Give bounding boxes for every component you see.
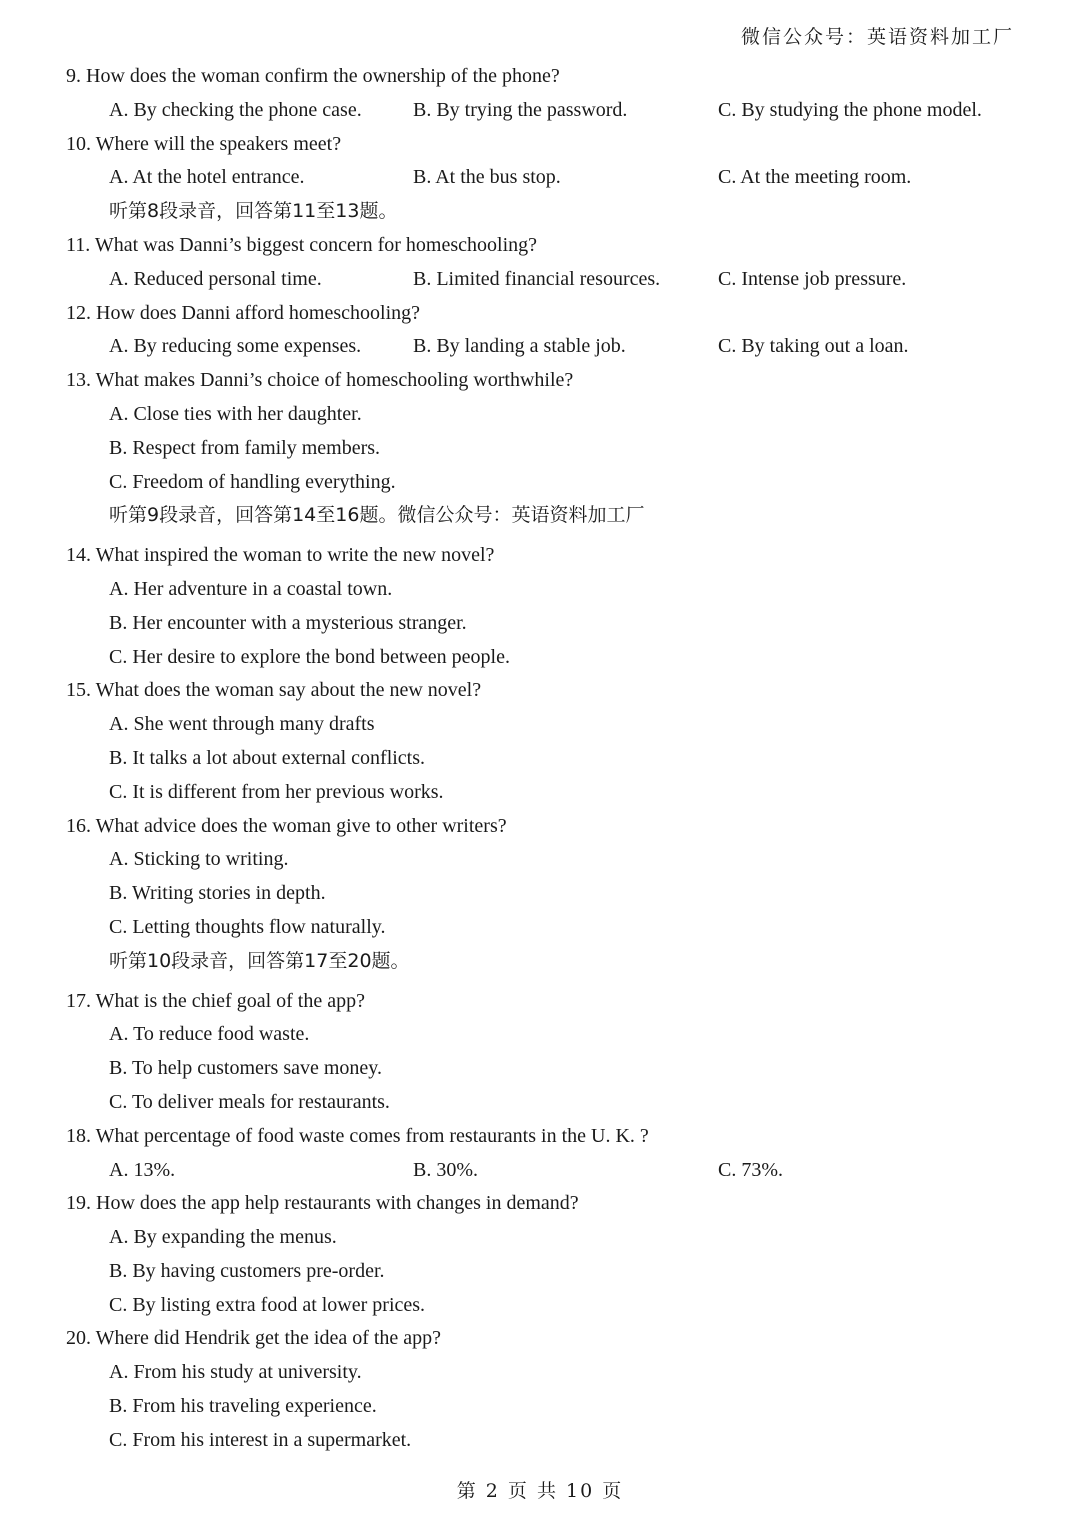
question-15-stem: 15. What does the woman say about the new novel?	[66, 679, 482, 702]
question-14-option-b: B. Her encounter with a mysterious stranger.	[109, 611, 467, 634]
option-c: C. At the meeting room.	[718, 166, 912, 189]
page-number-footer: 第 2 页 共 10 页	[456, 1480, 624, 1502]
option-a: A. By reducing some expenses.	[109, 335, 362, 358]
page-header-watermark: 微信公众号：英语资料加工厂	[740, 26, 1014, 48]
option-a: A. At the hotel entrance.	[109, 166, 305, 189]
question-16-option-c: C. Letting thoughts flow naturally.	[109, 915, 386, 938]
option-b: B. At the bus stop.	[413, 166, 561, 189]
option-b: B. 30%.	[413, 1158, 478, 1181]
question-20-option-b: B. From his traveling experience.	[109, 1395, 377, 1418]
question-13-option-c: C. Freedom of handling everything.	[109, 470, 396, 493]
question-12-options	[66, 330, 1026, 364]
section-10-instruction: 听第10段录音，回答第17至20题。	[109, 949, 410, 972]
section-9-instruction: 听第9段录音，回答第14至16题。微信公众号：英语资料加工厂	[109, 504, 645, 527]
question-13-option-b: B. Respect from family members.	[109, 436, 381, 459]
question-19-option-c: C. By listing extra food at lower prices.	[109, 1293, 426, 1316]
question-16-stem: 16. What advice does the woman give to other writers?	[66, 814, 507, 837]
question-11-options	[66, 263, 1026, 297]
question-17-option-c: C. To deliver meals for restaurants.	[109, 1090, 390, 1113]
question-17-stem: 17. What is the chief goal of the app?	[66, 989, 365, 1012]
question-18-stem: 18. What percentage of food waste comes from restaurants in the U. K. ?	[66, 1124, 649, 1147]
question-16-option-a: A. Sticking to writing.	[109, 848, 289, 871]
question-17-option-a: A. To reduce food waste.	[109, 1023, 310, 1046]
question-10-options	[66, 161, 1026, 195]
section-8-instruction: 听第8段录音，回答第11至13题。	[109, 200, 398, 223]
question-18-options	[66, 1154, 1026, 1188]
option-b: B. By landing a stable job.	[413, 335, 626, 358]
option-c: C. By taking out a loan.	[718, 335, 909, 358]
question-14-option-a: A. Her adventure in a coastal town.	[109, 577, 393, 600]
option-b: B. Limited financial resources.	[413, 267, 661, 290]
question-13-stem: 13. What makes Danni’s choice of homeschooling worthwhile?	[66, 369, 574, 392]
question-12-stem: 12. How does Danni afford homeschooling?	[66, 301, 421, 324]
option-b: B. By trying the password.	[413, 98, 628, 121]
question-15-option-b: B. It talks a lot about external conflicts.	[109, 746, 426, 769]
question-19-option-a: A. By expanding the menus.	[109, 1226, 337, 1249]
question-10-stem: 10. Where will the speakers meet?	[66, 132, 342, 155]
option-a: A. Reduced personal time.	[109, 267, 322, 290]
question-20-option-c: C. From his interest in a supermarket.	[109, 1428, 412, 1451]
option-a: A. By checking the phone case.	[109, 98, 362, 121]
question-14-option-c: C. Her desire to explore the bond between people.	[109, 645, 510, 668]
question-9-options	[66, 94, 1026, 128]
question-15-option-a: A. She went through many drafts	[109, 713, 375, 736]
question-11-stem: 11. What was Danni’s biggest concern for homeschooling?	[66, 233, 537, 256]
question-20-stem: 20. Where did Hendrik get the idea of the app?	[66, 1327, 442, 1350]
question-19-option-b: B. By having customers pre-order.	[109, 1259, 385, 1282]
option-c: C. Intense job pressure.	[718, 267, 907, 290]
question-16-option-b: B. Writing stories in depth.	[109, 882, 326, 905]
option-c: C. 73%.	[718, 1158, 783, 1181]
question-14-stem: 14. What inspired the woman to write the new novel?	[66, 544, 495, 567]
question-9-stem: 9. How does the woman confirm the ownership of the phone?	[66, 65, 560, 87]
question-20-option-a: A. From his study at university.	[109, 1361, 362, 1384]
question-19-stem: 19. How does the app help restaurants with changes in demand?	[66, 1192, 579, 1215]
question-13-option-a: A. Close ties with her daughter.	[109, 402, 362, 425]
question-15-option-c: C. It is different from her previous works.	[109, 780, 444, 803]
option-a: A. 13%.	[109, 1158, 176, 1181]
option-c: C. By studying the phone model.	[718, 98, 982, 121]
question-17-option-b: B. To help customers save money.	[109, 1057, 382, 1080]
question-list	[66, 60, 1026, 1458]
